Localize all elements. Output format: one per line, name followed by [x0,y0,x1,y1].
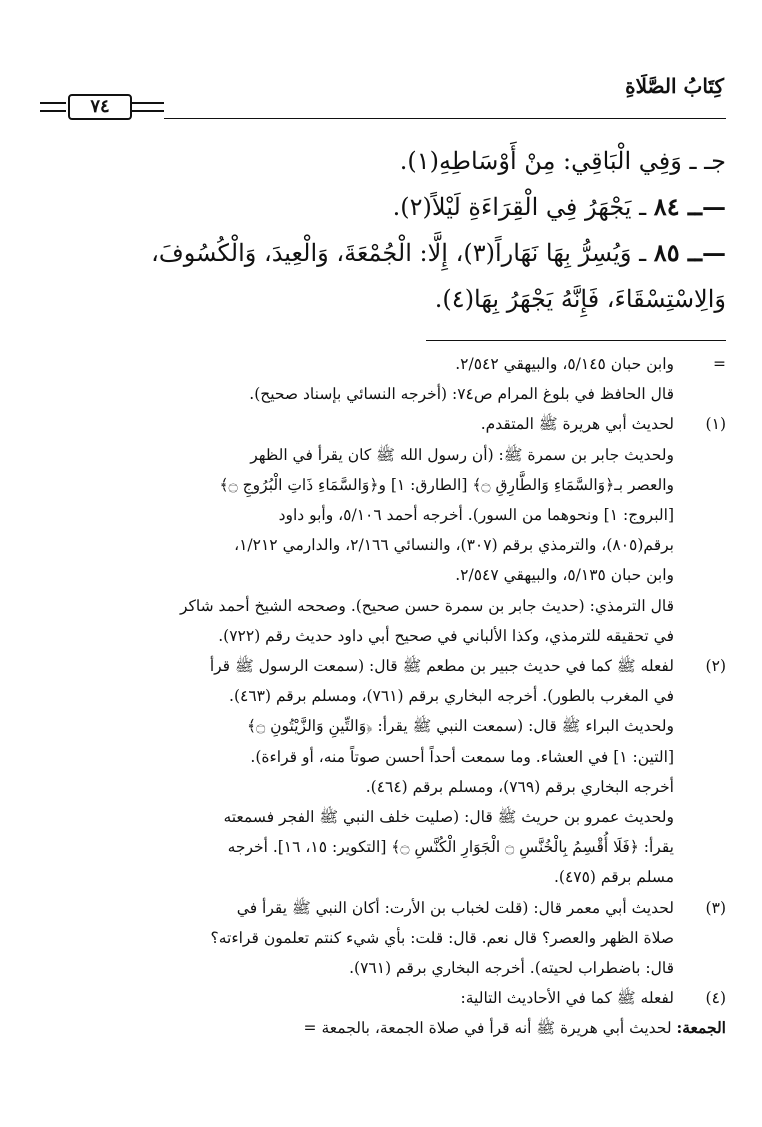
footnote-4 [40,983,726,1013]
main-line-1: جـ ـ وَفِي الْبَاقِي: مِنْ أَوْسَاطِهِ(١). [399,147,726,175]
main-text [40,138,726,322]
footnote-2-mark: (٢) [705,657,726,676]
footnotes [40,349,726,1044]
item-84-marker: —ــ ٨٤ [653,192,726,221]
footnote-line: مسلم برقم (٤٧٥). [553,868,674,887]
footnote-line: برقم(٨٠٥)، والترمذي برقم (٣٠٧)، والنسائي ٢/١٦٦، والدارمي ١/٢١٢، [234,536,674,555]
footnote-1 [40,409,726,651]
footnote-line: في تحقيقه للترمذي، وكذا الألباني في صحيح أبي داود حديث رقم (٧٢٢). [218,626,674,645]
item-84 [40,184,726,230]
footnote-continuation [40,349,726,409]
book-title: كِتَابُ الصَّلَاةِ [625,74,724,98]
footnote-line: [التين: ١] في العشاء. وما سمعت أحداً أحسن صوتاً منه، أو قراءة). [250,747,674,766]
document-page [40,58,726,1044]
footnote-line: والعصر بـ﴿وَالسَّمَاءِ وَالطَّارِقِ ۝﴾ [الطارق: ١] و﴿وَالسَّمَاءِ ذَاتِ الْبُرُوجِ ۝﴾ [219,475,674,494]
footnote-line: ولحديث عمرو بن حريث ﷺ قال: (صليت خلف النبي ﷺ الفجر فسمعته [223,808,674,827]
footnote-line: لحديث أبي هريرة ﷺ المتقدم. [480,415,674,434]
item-85-text: ـ وَيُسِرُّ بِهَا نَهَاراً(٣)، إِلَّا: الْجُمْعَةَ، وَالْعِيدَ، وَالْكُسُوفَ، [151,239,647,267]
footnote-line [40,1013,726,1043]
footnote-line: ولحديث البراء ﷺ قال: (سمعت النبي ﷺ يقرأ: ﴿وَالتِّينِ وَالزَّيْتُونِ ۝﴾ [247,717,674,736]
footnote-separator [426,340,726,341]
footnote-line: صلاة الظهر والعصر؟ قال نعم. قال: قلت: بأي شيء كنتم تعلمون قراءته؟ [210,928,674,947]
footnote-line: يقرأ: ﴿فَلَا أُقْسِمُ بِالْخُنَّسِ ۝ الْجَوَارِ الْكُنَّسِ ۝﴾ [التكوير: ١٥، ١٦]. أخرجه [227,838,674,857]
footnote-line: لحديث أبي معمر قال: (قلت لخباب بن الأرت: أكان النبي ﷺ يقرأ في [236,898,674,917]
footnote-line: قال الحافظ في بلوغ المرام ص٧٤: (أخرجه النسائي بإسناد صحيح). [249,385,674,404]
footnote-3-mark: (٣) [705,898,726,917]
item-85-continuation: وَالِاسْتِسْقَاءَ، فَإِنَّهُ يَجْهَرُ بِهَا(٤). [434,285,726,313]
ornament-lines-right [132,102,164,112]
page-number: ٧٤ [68,94,132,120]
footnote-line: لفعله ﷺ كما في حديث جبير بن مطعم ﷺ قال: (سمعت الرسول ﷺ قرأ [209,657,674,676]
footnote-line: قال: باضطراب لحيته). أخرجه البخاري برقم (٧٦١). [349,959,674,978]
item-85-marker: —ــ ٨٥ [653,238,726,267]
jumuah-label: الجمعة: [676,1018,726,1038]
footnote-line: [البروج: ١] ونحوهما من السور). أخرجه أحمد ٥/١٠٦، وأبو داود [278,506,674,525]
footnote-2 [40,651,726,893]
ornament-lines-left [40,102,66,112]
footnote-line: ولحديث جابر بن سمرة ﷺ: (أن رسول الله ﷺ كان يقرأ في الظهر [250,445,674,464]
jumuah-text: لحديث أبي هريرة ﷺ أنه قرأ في صلاة الجمعة، بالجمعة = [303,1019,672,1038]
footnote-1-mark: (١) [705,415,726,434]
footnote-line: وابن حبان ٥/١٤٥، والبيهقي ٢/٥٤٢. [455,355,674,373]
footnote-continuation-mark: = [713,355,726,373]
footnote-last-line [40,1013,726,1043]
page-number-ornament [40,94,164,120]
header-rule [164,118,726,119]
footnote-3 [40,893,726,984]
page-header [40,58,726,120]
footnote-line: أخرجه البخاري برقم (٧٦٩)، ومسلم برقم (٤٦٤). [365,777,674,796]
footnote-4-mark: (٤) [705,989,726,1008]
item-85 [40,230,726,276]
footnote-line: في المغرب بالطور). أخرجه البخاري برقم (٧٦١)، ومسلم برقم (٤٦٣). [229,687,674,706]
footnote-line: لفعله ﷺ كما في الأحاديث التالية: [460,989,674,1008]
item-84-text: ـ يَجْهَرُ فِي الْقِرَاءَةِ لَيْلاً(٢). [392,193,647,221]
footnote-line: وابن حبان ٥/١٣٥، والبيهقي ٢/٥٤٧. [455,566,674,585]
footnote-line: قال الترمذي: (حديث جابر بن سمرة حسن صحيح). وصححه الشيخ أحمد شاكر [179,596,674,615]
